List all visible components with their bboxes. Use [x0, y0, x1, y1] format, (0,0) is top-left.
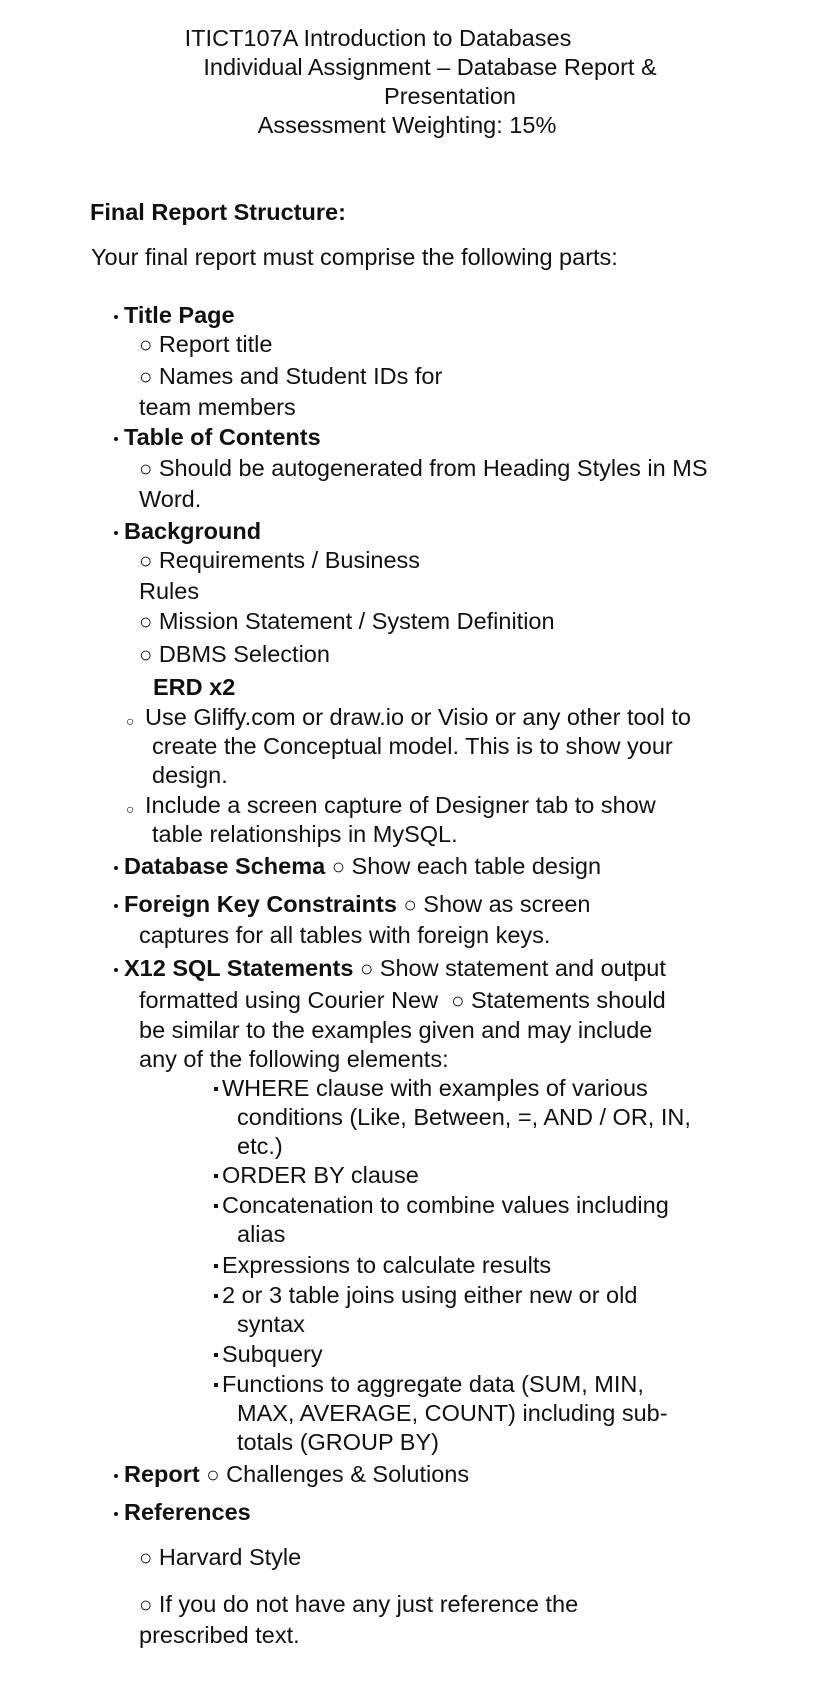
- square-bullet: [214, 1353, 218, 1357]
- bullet-dot: [114, 315, 118, 319]
- sql-item-functions: Functions to aggregate data (SUM, MIN,: [222, 1371, 644, 1397]
- sql-item-concat-cont: alias: [237, 1221, 286, 1247]
- references-sub2-cont: prescribed text.: [139, 1622, 300, 1648]
- bullet-dot: [114, 866, 118, 870]
- toc-sub1: ○ Should be autogenerated from Heading Styles in MS: [139, 455, 708, 481]
- fk-line: Foreign Key Constraints ○ Show as screen: [124, 891, 591, 917]
- erd-sub1-line2: create the Conceptual model. This is to show your: [152, 733, 673, 759]
- sql-line4: any of the following elements:: [139, 1046, 449, 1072]
- sql-item-joins-cont: syntax: [237, 1311, 305, 1337]
- square-bullet: [214, 1294, 218, 1298]
- sql-item-functions-cont2: totals (GROUP BY): [237, 1429, 439, 1455]
- bullet-dot: [114, 1474, 118, 1478]
- sql-line2: formatted using Courier New ○ Statements should: [139, 987, 666, 1013]
- course-title: ITICT107A Introduction to Databases: [184, 25, 572, 51]
- assignment-title-line2: Presentation: [384, 83, 516, 109]
- small-circle-bullet: ○: [126, 713, 135, 729]
- bullet-dot: [114, 1512, 118, 1516]
- bullet-dot: [114, 904, 118, 908]
- background-sub3: ○ DBMS Selection: [139, 641, 330, 667]
- toc-sub1-cont: Word.: [139, 486, 202, 512]
- references-sub1: ○ Harvard Style: [139, 1544, 302, 1570]
- sql-item-subquery: Subquery: [222, 1341, 323, 1367]
- square-bullet: [214, 1204, 218, 1208]
- references-heading: References: [124, 1499, 251, 1525]
- bullet-dot: [114, 531, 118, 535]
- sql-line1: X12 SQL Statements ○ Show statement and output: [124, 955, 666, 981]
- assessment-weighting: Assessment Weighting: 15%: [257, 112, 557, 138]
- sql-line3: be similar to the examples given and may include: [139, 1017, 653, 1043]
- erd-sub2-line1: Include a screen capture of Designer tab to show: [145, 792, 656, 818]
- bullet-dot: [114, 968, 118, 972]
- bullet-dot: [114, 437, 118, 441]
- sql-item-where-cont2: etc.): [237, 1133, 283, 1159]
- sql-item-expr: Expressions to calculate results: [222, 1252, 552, 1278]
- schema-line: Database Schema ○ Show each table design: [124, 853, 602, 879]
- intro-text: Your final report must comprise the following parts:: [91, 244, 618, 270]
- sql-item-joins: 2 or 3 table joins using either new or old: [222, 1282, 638, 1308]
- erd-heading: ERD x2: [153, 674, 236, 700]
- background-sub2: ○ Mission Statement / System Definition: [139, 608, 555, 634]
- assignment-title-line1: Individual Assignment – Database Report &: [203, 54, 657, 80]
- sql-item-where: WHERE clause with examples of various: [222, 1075, 648, 1101]
- square-bullet: [214, 1087, 218, 1091]
- report-line: Report ○ Challenges & Solutions: [124, 1461, 470, 1487]
- erd-sub1-line1: Use Gliffy.com or draw.io or Visio or any other tool to: [145, 704, 691, 730]
- title-page-sub1: ○ Report title: [139, 331, 273, 357]
- background-heading: Background: [124, 518, 262, 544]
- fk-line-cont: captures for all tables with foreign keys.: [139, 922, 551, 948]
- square-bullet: [214, 1174, 218, 1178]
- sql-item-where-cont1: conditions (Like, Between, =, AND / OR, IN,: [237, 1104, 691, 1130]
- erd-sub1-line3: design.: [152, 762, 228, 788]
- title-page-sub2: ○ Names and Student IDs for: [139, 363, 443, 389]
- square-bullet: [214, 1264, 218, 1268]
- square-bullet: [214, 1383, 218, 1387]
- sql-item-orderby: ORDER BY clause: [222, 1162, 419, 1188]
- erd-sub2-line2: table relationships in MySQL.: [152, 821, 458, 847]
- title-page-sub2-cont: team members: [139, 394, 296, 420]
- sql-item-functions-cont1: MAX, AVERAGE, COUNT) including sub-: [237, 1400, 668, 1426]
- toc-heading: Table of Contents: [124, 424, 321, 450]
- small-circle-bullet: ○: [126, 801, 135, 817]
- sql-item-concat: Concatenation to combine values including: [222, 1192, 669, 1218]
- section-heading: Final Report Structure:: [90, 199, 346, 225]
- references-sub2: ○ If you do not have any just reference the: [139, 1591, 579, 1617]
- background-sub1: ○ Requirements / Business: [139, 547, 421, 573]
- title-page-heading: Title Page: [124, 302, 235, 328]
- background-sub1-cont: Rules: [139, 578, 200, 604]
